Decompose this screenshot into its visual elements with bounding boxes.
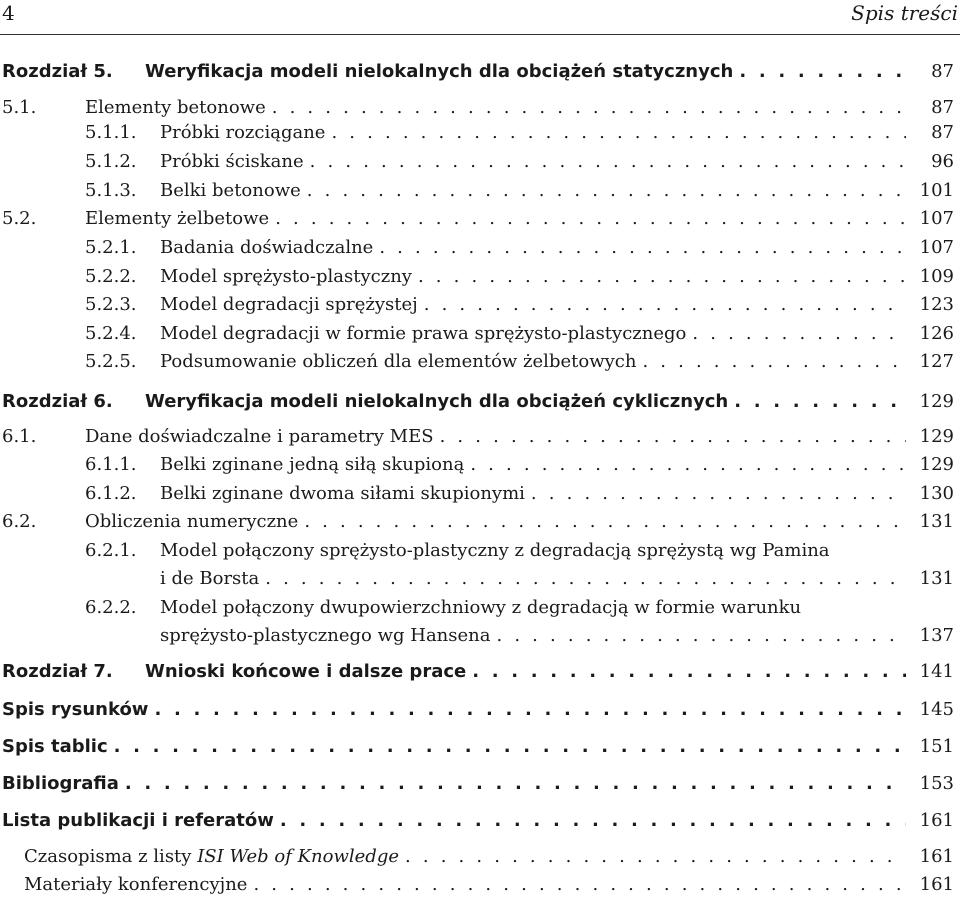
toc-leader [692, 323, 906, 345]
page-number: 4 [2, 1, 15, 25]
toc-leader [418, 266, 906, 288]
toc-title: Materiały konferencyjne [24, 874, 248, 895]
toc-page: 153 [919, 773, 954, 794]
toc-page: 161 [919, 846, 954, 867]
toc-title: i de Borsta [160, 568, 260, 589]
toc-title: Belki betonowe [160, 180, 301, 201]
toc-page: 87 [931, 97, 954, 118]
toc-page: 130 [919, 483, 954, 504]
toc-leader [307, 180, 906, 202]
toc-title: Model degradacji sprężystej [160, 294, 418, 315]
toc-page: 131 [919, 511, 954, 532]
toc-leader [739, 61, 906, 83]
toc-page: 161 [919, 810, 954, 831]
toc-title: Model degradacji w formie prawa sprężysto-plastycznego [160, 323, 687, 344]
toc-page: 123 [919, 294, 954, 315]
toc-title: Spis rysunków [2, 699, 149, 720]
toc-page: 107 [919, 208, 954, 229]
toc-title: Spis tablic [2, 736, 108, 757]
toc-page: 126 [919, 323, 954, 344]
toc-leader [272, 97, 906, 119]
toc-number: 6.1.2. [85, 483, 137, 504]
toc-title: Elementy betonowe [85, 97, 266, 118]
toc-leader [275, 208, 906, 230]
toc-leader [280, 810, 906, 832]
toc-title-italic: ISI Web of Knowledge [197, 846, 400, 867]
toc-subsection[interactable] [0, 597, 960, 657]
toc-number: 6.2. [2, 511, 37, 532]
toc-page: 96 [931, 151, 954, 172]
toc-page: 127 [919, 351, 954, 372]
toc-title: Próbki rozciągane [160, 122, 326, 143]
toc-title: Lista publikacji i referatów [2, 810, 274, 831]
toc-page: 87 [931, 61, 954, 82]
toc-number: 6.2.2. [85, 597, 137, 618]
toc-number: Rozdział 5. [2, 61, 113, 82]
toc-title: Elementy żelbetowe [85, 208, 270, 229]
toc-leader [265, 568, 906, 590]
toc-title: Podsumowanie obliczeń dla elementów żelbetowych [160, 351, 637, 372]
toc-page: 145 [919, 699, 954, 720]
toc-title: Belki zginane jedną siłą skupioną [160, 454, 465, 475]
toc-leader [734, 391, 906, 413]
toc-leader [379, 237, 906, 259]
toc-leader [114, 736, 906, 758]
toc-title-line1: Model połączony sprężysto-plastyczny z degradacją sprężystą wg Pamina [160, 540, 830, 561]
toc-number: 5.1.2. [85, 151, 137, 172]
toc-number: 5.2.3. [85, 294, 137, 315]
toc-leader [642, 351, 906, 373]
toc-leader [304, 511, 906, 533]
toc-number: 6.1. [2, 426, 37, 447]
toc-leader [253, 874, 906, 896]
toc-title: Model sprężysto-plastyczny [160, 266, 412, 287]
toc-subsection[interactable] [0, 540, 960, 600]
toc-title: sprężysto-plastycznego wg Hansena [160, 625, 491, 646]
toc-title: Weryfikacja modeli nielokalnych dla obciążeń cyklicznych [145, 391, 729, 412]
toc-number: 6.1.1. [85, 454, 137, 475]
toc-title: Belki zginane dwoma siłami skupionymi [160, 483, 525, 504]
toc-page: 129 [919, 454, 954, 475]
toc-leader [310, 151, 906, 173]
toc-leader [531, 483, 906, 505]
toc-number: 5.2.2. [85, 266, 137, 287]
toc-title: Badania doświadczalne [160, 237, 374, 258]
toc-title: Weryfikacja modeli nielokalnych dla obciążeń statycznych [145, 61, 734, 82]
running-title: Spis treści [851, 1, 958, 25]
toc-page: 137 [919, 625, 954, 646]
toc-number: Rozdział 6. [2, 391, 113, 412]
toc-leader [331, 122, 906, 144]
toc-number: Rozdział 7. [2, 661, 113, 682]
toc-number: 5.2.4. [85, 323, 137, 344]
toc-title: Próbki ściskane [160, 151, 304, 172]
toc-leader [154, 699, 906, 721]
toc-leader [497, 625, 907, 647]
toc-title: Dane doświadczalne i parametry MES [85, 426, 434, 447]
page-header [0, 0, 960, 32]
toc-number: 5.2.1. [85, 237, 137, 258]
header-rule [0, 34, 960, 35]
toc-leader [472, 661, 906, 683]
toc-number: 6.2.1. [85, 540, 137, 561]
toc-page: 161 [919, 874, 954, 895]
toc-title: Wnioski końcowe i dalsze prace [145, 661, 467, 682]
toc-page: 87 [931, 122, 954, 143]
toc-number: 5.2. [2, 208, 37, 229]
toc-leader [125, 773, 906, 795]
toc-page: 109 [919, 266, 954, 287]
toc-title-line1: Model połączony dwupowierzchniowy z degradacją w formie warunku [160, 597, 802, 618]
toc-number: 5.2.5. [85, 351, 137, 372]
toc-leader [424, 294, 906, 316]
toc-title-prefix: Czasopisma z listy [24, 846, 198, 867]
toc-page: 141 [919, 661, 954, 682]
toc-number: 5.1.1. [85, 122, 137, 143]
toc-leader [405, 846, 906, 868]
toc-page: 129 [919, 426, 954, 447]
toc-number: 5.1. [2, 97, 37, 118]
toc-leader [440, 426, 906, 448]
toc-page: 101 [919, 180, 954, 201]
toc-page: 129 [919, 391, 954, 412]
toc-title: Obliczenia numeryczne [85, 511, 299, 532]
toc-number: 5.1.3. [85, 180, 137, 201]
toc-leader [470, 454, 906, 476]
toc-page: 131 [919, 568, 954, 589]
toc-title: Bibliografia [2, 773, 119, 794]
toc-page: 151 [919, 736, 954, 757]
toc-page: 107 [919, 237, 954, 258]
